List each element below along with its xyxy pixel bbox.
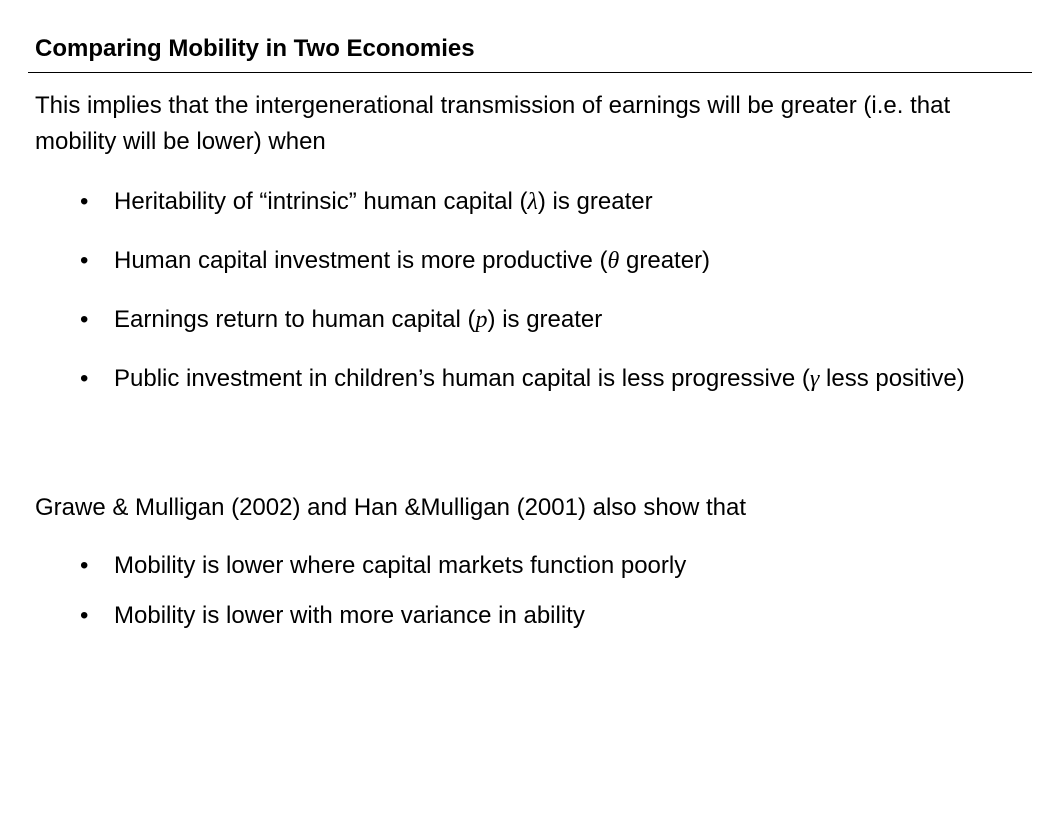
conditions-list	[80, 184, 1040, 397]
intro-paragraph: This implies that the intergenerational transmission of earnings will be greater (i.e. that mobility will be lower) when	[35, 92, 951, 155]
title-divider	[28, 72, 1032, 73]
bullet-icon: •	[80, 552, 89, 579]
bullet-icon: •	[80, 306, 89, 333]
findings-list	[80, 548, 1040, 648]
list-item: • Earnings return to human capital (p) is greater	[80, 302, 1040, 338]
list-item: • Public investment in children’s human capital is less progressive (γ less positive)	[80, 361, 1040, 397]
list-item: • Human capital investment is more productive (θ greater)	[80, 243, 1040, 279]
bullet-icon: •	[80, 365, 89, 392]
list-item: • Heritability of “intrinsic” human capital (λ) is greater	[80, 184, 1040, 220]
theta-symbol: θ	[607, 248, 620, 274]
gamma-symbol: γ	[809, 366, 820, 392]
bullet-icon: •	[80, 602, 89, 629]
citation-paragraph: Grawe & Mulligan (2002) and Han &Mulligan (2001) also show that	[35, 494, 747, 521]
list-item: • Mobility is lower with more variance in ability	[80, 598, 1040, 634]
lambda-symbol: λ	[527, 189, 538, 215]
list-item: • Mobility is lower where capital markets function poorly	[80, 548, 1040, 584]
slide-title: Comparing Mobility in Two Economies	[35, 35, 475, 62]
bullet-icon: •	[80, 188, 89, 215]
bullet-icon: •	[80, 247, 89, 274]
p-symbol: p	[475, 307, 488, 333]
